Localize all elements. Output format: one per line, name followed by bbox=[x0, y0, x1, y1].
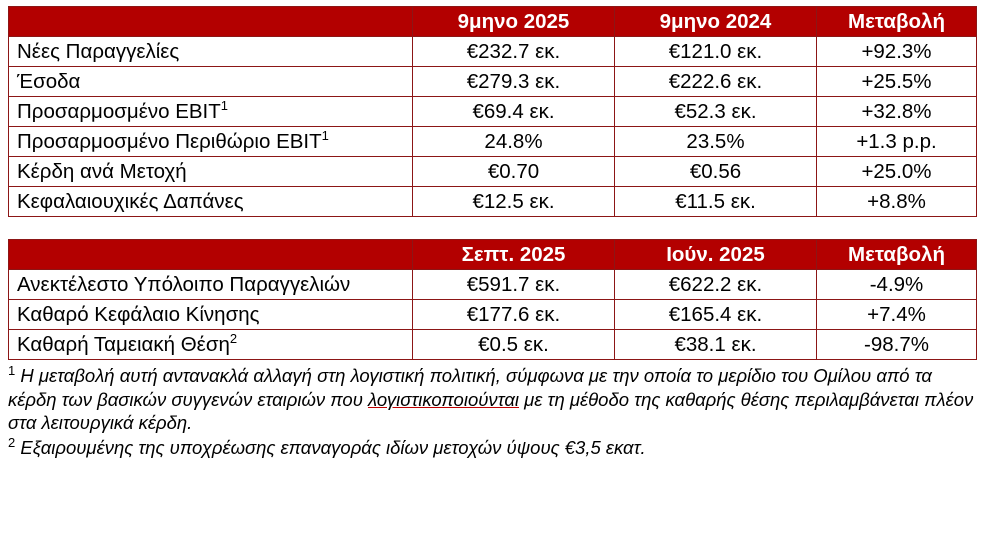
table2-header-row bbox=[9, 240, 977, 270]
table1-row4-label: Κέρδη ανά Μετοχή bbox=[9, 157, 413, 187]
table1-row0-value1: €232.7 εκ. bbox=[413, 37, 615, 67]
table1-row3-label: Προσαρμοσμένο Περιθώριο EBIT$^1$ bbox=[9, 127, 413, 157]
table1-header-change: Μεταβολή bbox=[817, 7, 977, 37]
table1-row3-value1: 24.8% bbox=[413, 127, 615, 157]
table-row bbox=[9, 127, 977, 157]
table-row bbox=[9, 270, 977, 300]
financial-table-nine-months bbox=[8, 6, 977, 217]
table-row bbox=[9, 157, 977, 187]
table2-row2-value2: €38.1 εκ. bbox=[615, 330, 817, 360]
table-row bbox=[9, 300, 977, 330]
table1-row2-label: Προσαρμοσμένο EBIT$^1$ bbox=[9, 97, 413, 127]
table1-row5-label: Κεφαλαιουχικές Δαπάνες bbox=[9, 187, 413, 217]
table2-row0-value1: €591.7 εκ. bbox=[413, 270, 615, 300]
table2-row0-change: -4.9% bbox=[817, 270, 977, 300]
table1-row3-change: +1.3 p.p. bbox=[817, 127, 977, 157]
table2-body bbox=[9, 270, 977, 360]
table-row bbox=[9, 187, 977, 217]
footnote-1 bbox=[8, 364, 976, 435]
table1-row5-change: +8.8% bbox=[817, 187, 977, 217]
table2-row0-label: Ανεκτέλεστο Υπόλοιπο Παραγγελιών bbox=[9, 270, 413, 300]
table-spacer bbox=[8, 217, 976, 239]
table1-row4-change: +25.0% bbox=[817, 157, 977, 187]
table1-row5-value1: €12.5 εκ. bbox=[413, 187, 615, 217]
table2-row1-change: +7.4% bbox=[817, 300, 977, 330]
footnote-2-text: Εξαιρουμένης της υποχρέωσης επαναγοράς ιδίων μετοχών ύψους €3,5 εκατ. bbox=[15, 437, 646, 459]
table1-row1-value1: €279.3 εκ. bbox=[413, 67, 615, 97]
table1-row2-value1: €69.4 εκ. bbox=[413, 97, 615, 127]
table1-header-period-1: 9μηνο 2025 bbox=[413, 7, 615, 37]
footnote-ref: 2 bbox=[229, 331, 238, 347]
footnote-1-text-part2: με τη μέθοδο της καθαρής θέσης περιλαμβάνεται πλέον στα λειτουργικά κέρδη. bbox=[8, 388, 974, 434]
table1-row1-label: Έσοδα bbox=[9, 67, 413, 97]
table1-header-blank bbox=[9, 7, 413, 37]
table1-row4-value2: €0.56 bbox=[615, 157, 817, 187]
table-row bbox=[9, 330, 977, 360]
footnote-ref: 1 bbox=[220, 98, 228, 114]
table2-row1-label: Καθαρό Κεφάλαιο Κίνησης bbox=[9, 300, 413, 330]
footnote-2 bbox=[8, 436, 976, 460]
table1-row5-value2: €11.5 εκ. bbox=[615, 187, 817, 217]
table1-row4-value1: €0.70 bbox=[413, 157, 615, 187]
table-row bbox=[9, 37, 977, 67]
table2-header-period-1: Σεπτ. 2025 bbox=[413, 240, 615, 270]
footnote-1-underlined-term: λογιστικοποιούνται bbox=[368, 388, 519, 410]
footnote-1-marker: 1 bbox=[8, 362, 16, 378]
table2-row0-value2: €622.2 εκ. bbox=[615, 270, 817, 300]
table1-row0-value2: €121.0 εκ. bbox=[615, 37, 817, 67]
footnote-1-text-part1: Η μεταβολή αυτή αντανακλά αλλαγή στη λογιστική πολιτική, σύμφωνα με την οποία το μερίδιο του Ομίλου από τα κέρδη των βασικών συγγενών εταιριών που bbox=[8, 365, 932, 410]
table2-header-change: Μεταβολή bbox=[817, 240, 977, 270]
table2-row1-value2: €165.4 εκ. bbox=[615, 300, 817, 330]
footnotes-block bbox=[8, 364, 976, 460]
table1-row1-change: +25.5% bbox=[817, 67, 977, 97]
table-row bbox=[9, 67, 977, 97]
footnote-ref: 1 bbox=[321, 128, 329, 144]
table2-row2-change: -98.7% bbox=[817, 330, 977, 360]
table2-row2-value1: €0.5 εκ. bbox=[413, 330, 615, 360]
table2-row1-value1: €177.6 εκ. bbox=[413, 300, 615, 330]
table1-body bbox=[9, 37, 977, 217]
table1-row0-label: Νέες Παραγγελίες bbox=[9, 37, 413, 67]
table1-row2-change: +32.8% bbox=[817, 97, 977, 127]
table2-row2-label: Καθαρή Ταμειακή Θέση$^2$ bbox=[9, 330, 413, 360]
table1-header-row bbox=[9, 7, 977, 37]
table1-row2-value2: €52.3 εκ. bbox=[615, 97, 817, 127]
financial-table-balance bbox=[8, 239, 977, 360]
table-row bbox=[9, 97, 977, 127]
table1-header-period-2: 9μηνο 2024 bbox=[615, 7, 817, 37]
table2-header-period-2: Ιούν. 2025 bbox=[615, 240, 817, 270]
table1-row1-value2: €222.6 εκ. bbox=[615, 67, 817, 97]
footnote-2-marker: 2 bbox=[8, 434, 16, 450]
table1-row3-value2: 23.5% bbox=[615, 127, 817, 157]
table2-header-blank bbox=[9, 240, 413, 270]
table1-row0-change: +92.3% bbox=[817, 37, 977, 67]
